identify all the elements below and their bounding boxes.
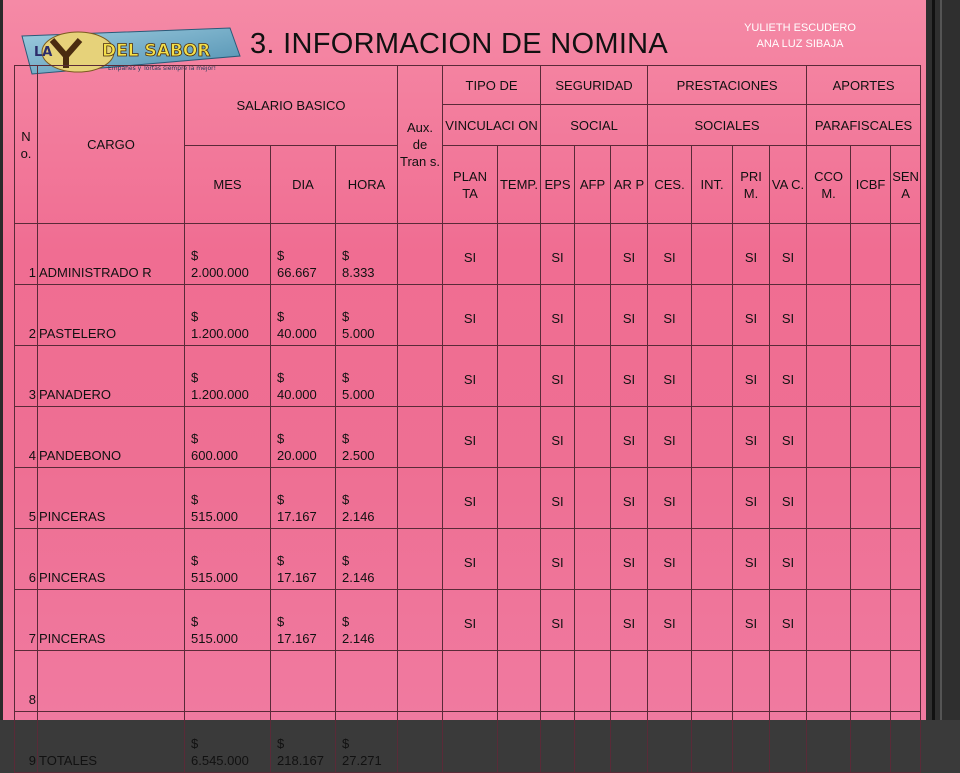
header-mes: MES <box>185 146 271 224</box>
row-arp: SI <box>611 590 648 651</box>
row-icbf <box>851 651 891 712</box>
header-eps: EPS <box>541 146 575 224</box>
row-ces: SI <box>648 529 692 590</box>
row-salary-hora <box>336 712 398 773</box>
currency-symbol: $ <box>277 309 285 324</box>
salary-value: 17.167 <box>277 570 317 585</box>
row-ccom <box>807 407 851 468</box>
header-no: N o. <box>15 66 38 224</box>
row-eps <box>541 651 575 712</box>
currency-symbol: $ <box>191 553 199 568</box>
row-vac: SI <box>770 285 807 346</box>
row-eps: SI <box>541 407 575 468</box>
row-ccom <box>807 285 851 346</box>
row-planta: SI <box>443 590 498 651</box>
row-ccom <box>807 224 851 285</box>
currency-symbol: $ <box>191 431 199 446</box>
header-prim: PRI M. <box>733 146 770 224</box>
row-prim: SI <box>733 285 770 346</box>
row-salary-mes <box>185 712 271 773</box>
row-vac: SI <box>770 529 807 590</box>
row-int <box>692 285 733 346</box>
row-prim <box>733 651 770 712</box>
row-ccom <box>807 590 851 651</box>
row-temp <box>498 712 541 773</box>
row-sena <box>891 651 921 712</box>
header-icbf: ICBF <box>851 146 891 224</box>
row-planta <box>443 651 498 712</box>
row-cargo: PINCERAS <box>38 590 185 651</box>
salary-value: 2.146 <box>342 509 375 524</box>
row-salary-mes <box>185 346 271 407</box>
row-salary-dia <box>271 285 336 346</box>
salary-value: 2.000.000 <box>191 265 249 280</box>
row-prim: SI <box>733 407 770 468</box>
payroll-table <box>14 65 921 773</box>
currency-symbol: $ <box>342 309 350 324</box>
row-prim <box>733 712 770 773</box>
row-int <box>692 407 733 468</box>
row-ccom <box>807 468 851 529</box>
salary-value: 1.200.000 <box>191 326 249 341</box>
salary-value: 515.000 <box>191 570 238 585</box>
row-temp <box>498 468 541 529</box>
row-planta: SI <box>443 468 498 529</box>
row-int <box>692 224 733 285</box>
row-cargo: ADMINISTRADO R <box>38 224 185 285</box>
row-temp <box>498 224 541 285</box>
header-prestaciones: PRESTACIONES <box>648 66 807 105</box>
row-ces: SI <box>648 590 692 651</box>
row-eps <box>541 712 575 773</box>
row-vac <box>770 651 807 712</box>
row-ces: SI <box>648 346 692 407</box>
row-arp: SI <box>611 407 648 468</box>
row-icbf <box>851 590 891 651</box>
svg-text:LA: LA <box>34 45 53 60</box>
header-arp: AR P <box>611 146 648 224</box>
header-afp: AFP <box>575 146 611 224</box>
row-int <box>692 529 733 590</box>
header-vinculacion: VINCULACI ON <box>443 105 541 146</box>
row-icbf <box>851 285 891 346</box>
row-number: 3 <box>15 346 38 407</box>
row-arp: SI <box>611 224 648 285</box>
row-salary-mes <box>185 468 271 529</box>
currency-symbol: $ <box>342 553 350 568</box>
row-salary-hora <box>336 407 398 468</box>
table-row <box>15 590 921 651</box>
header-seguridad: SEGURIDAD <box>541 66 648 105</box>
currency-symbol: $ <box>277 614 285 629</box>
header-temp: TEMP. <box>498 146 541 224</box>
row-cargo: PINCERAS <box>38 468 185 529</box>
row-vac <box>770 712 807 773</box>
row-ces: SI <box>648 468 692 529</box>
header-aux-trans: Aux. de Tran s. <box>398 66 443 224</box>
currency-symbol: $ <box>277 370 285 385</box>
row-afp <box>575 529 611 590</box>
row-eps: SI <box>541 224 575 285</box>
row-salary-mes <box>185 651 271 712</box>
table-row <box>15 468 921 529</box>
row-sena <box>891 285 921 346</box>
row-prim: SI <box>733 224 770 285</box>
row-salary-hora <box>336 529 398 590</box>
row-int <box>692 651 733 712</box>
author-name: YULIETH ESCUDERO <box>744 22 856 34</box>
table-row <box>15 346 921 407</box>
row-cargo: PANADERO <box>38 346 185 407</box>
currency-symbol: $ <box>342 248 350 263</box>
row-salary-mes <box>185 590 271 651</box>
row-eps: SI <box>541 346 575 407</box>
table-row <box>15 407 921 468</box>
currency-symbol: $ <box>277 248 285 263</box>
row-vac: SI <box>770 346 807 407</box>
header-hora: HORA <box>336 146 398 224</box>
currency-symbol: $ <box>191 370 199 385</box>
row-aux-trans <box>398 285 443 346</box>
salary-value: 600.000 <box>191 448 238 463</box>
salary-value: 2.146 <box>342 631 375 646</box>
row-number: 9 <box>15 712 38 773</box>
salary-value: 5.000 <box>342 326 375 341</box>
salary-value: 20.000 <box>277 448 317 463</box>
row-sena <box>891 712 921 773</box>
header-dia: DIA <box>271 146 336 224</box>
salary-value: 5.000 <box>342 387 375 402</box>
row-int <box>692 712 733 773</box>
row-ces: SI <box>648 285 692 346</box>
header-cargo: CARGO <box>38 66 185 224</box>
row-salary-dia <box>271 712 336 773</box>
row-aux-trans <box>398 468 443 529</box>
salary-value: 40.000 <box>277 326 317 341</box>
row-salary-hora <box>336 468 398 529</box>
table-row <box>15 651 921 712</box>
row-eps: SI <box>541 285 575 346</box>
row-sena <box>891 590 921 651</box>
row-arp: SI <box>611 468 648 529</box>
row-afp <box>575 224 611 285</box>
svg-text:DEL SABOR: DEL SABOR <box>102 41 211 61</box>
salary-value: 17.167 <box>277 509 317 524</box>
header-social: SOCIAL <box>541 105 648 146</box>
header-sena: SEN A <box>891 146 921 224</box>
row-cargo: PASTELERO <box>38 285 185 346</box>
slide-frame-left <box>0 0 3 720</box>
row-arp: SI <box>611 529 648 590</box>
row-arp: SI <box>611 346 648 407</box>
row-number: 1 <box>15 224 38 285</box>
row-icbf <box>851 224 891 285</box>
currency-symbol: $ <box>191 248 199 263</box>
header-row-1 <box>15 66 921 105</box>
row-vac: SI <box>770 407 807 468</box>
header-salario-basico: SALARIO BASICO <box>185 66 398 146</box>
row-salary-hora <box>336 590 398 651</box>
row-planta: SI <box>443 285 498 346</box>
row-aux-trans <box>398 407 443 468</box>
row-icbf <box>851 407 891 468</box>
currency-symbol: $ <box>342 736 350 751</box>
row-eps: SI <box>541 529 575 590</box>
row-salary-dia <box>271 346 336 407</box>
page-title: 3. INFORMACION DE NOMINA <box>250 28 669 60</box>
row-aux-trans <box>398 224 443 285</box>
header-int: INT. <box>692 146 733 224</box>
row-eps: SI <box>541 590 575 651</box>
currency-symbol: $ <box>191 492 199 507</box>
row-afp <box>575 468 611 529</box>
row-number: 2 <box>15 285 38 346</box>
row-afp <box>575 712 611 773</box>
row-afp <box>575 285 611 346</box>
currency-symbol: $ <box>191 736 199 751</box>
currency-symbol: $ <box>277 431 285 446</box>
header-parafiscales: PARAFISCALES <box>807 105 921 146</box>
row-arp <box>611 712 648 773</box>
row-ces: SI <box>648 407 692 468</box>
row-planta: SI <box>443 346 498 407</box>
header-planta: PLAN TA <box>443 146 498 224</box>
salary-value: 515.000 <box>191 509 238 524</box>
row-salary-dia <box>271 224 336 285</box>
row-cargo: TOTALES <box>38 712 185 773</box>
currency-symbol: $ <box>277 492 285 507</box>
row-afp <box>575 407 611 468</box>
row-planta: SI <box>443 224 498 285</box>
row-icbf <box>851 346 891 407</box>
header-tipo-de: TIPO DE <box>443 66 541 105</box>
row-cargo: PINCERAS <box>38 529 185 590</box>
currency-symbol: $ <box>342 370 350 385</box>
row-salary-mes <box>185 285 271 346</box>
row-sena <box>891 407 921 468</box>
row-ces <box>648 651 692 712</box>
row-salary-hora <box>336 224 398 285</box>
salary-value: 8.333 <box>342 265 375 280</box>
row-int <box>692 468 733 529</box>
row-salary-dia <box>271 590 336 651</box>
row-int <box>692 346 733 407</box>
table-row <box>15 529 921 590</box>
row-salary-dia <box>271 407 336 468</box>
header-ccom: CCO M. <box>807 146 851 224</box>
row-planta: SI <box>443 407 498 468</box>
row-salary-mes <box>185 407 271 468</box>
salary-value: 515.000 <box>191 631 238 646</box>
row-arp: SI <box>611 285 648 346</box>
row-number: 8 <box>15 651 38 712</box>
row-cargo <box>38 651 185 712</box>
row-planta: SI <box>443 529 498 590</box>
row-number: 5 <box>15 468 38 529</box>
row-planta <box>443 712 498 773</box>
row-ccom <box>807 712 851 773</box>
row-temp <box>498 285 541 346</box>
svg-text:Empanes y Tortas siempre la me: Empanes y Tortas siempre la mejor! <box>108 65 217 72</box>
salary-value: 218.167 <box>277 753 324 768</box>
salary-value: 40.000 <box>277 387 317 402</box>
row-prim: SI <box>733 346 770 407</box>
row-vac: SI <box>770 224 807 285</box>
row-aux-trans <box>398 529 443 590</box>
header-vac: VA C. <box>770 146 807 224</box>
row-salary-hora <box>336 285 398 346</box>
row-salary-dia <box>271 468 336 529</box>
row-afp <box>575 651 611 712</box>
salary-value: 17.167 <box>277 631 317 646</box>
currency-symbol: $ <box>277 736 285 751</box>
salary-value: 2.146 <box>342 570 375 585</box>
row-aux-trans <box>398 346 443 407</box>
currency-symbol: $ <box>342 614 350 629</box>
row-aux-trans <box>398 712 443 773</box>
row-vac: SI <box>770 590 807 651</box>
row-ccom <box>807 651 851 712</box>
currency-symbol: $ <box>342 492 350 507</box>
currency-symbol: $ <box>342 431 350 446</box>
salary-value: 66.667 <box>277 265 317 280</box>
author-name: ANA LUZ SIBAJA <box>756 38 844 50</box>
table-row <box>15 224 921 285</box>
row-ccom <box>807 346 851 407</box>
table-row <box>15 285 921 346</box>
salary-value: 27.271 <box>342 753 382 768</box>
row-afp <box>575 346 611 407</box>
currency-symbol: $ <box>191 309 199 324</box>
row-prim: SI <box>733 590 770 651</box>
currency-symbol: $ <box>277 553 285 568</box>
row-cargo: PANDEBONO <box>38 407 185 468</box>
row-salary-hora <box>336 346 398 407</box>
row-number: 6 <box>15 529 38 590</box>
row-salary-dia <box>271 529 336 590</box>
row-prim: SI <box>733 468 770 529</box>
row-salary-hora <box>336 651 398 712</box>
row-aux-trans <box>398 590 443 651</box>
row-icbf <box>851 712 891 773</box>
authors <box>730 20 870 52</box>
row-salary-mes <box>185 224 271 285</box>
row-temp <box>498 346 541 407</box>
row-salary-mes <box>185 529 271 590</box>
payroll-rows <box>15 224 921 773</box>
header-sociales: SOCIALES <box>648 105 807 146</box>
row-ces <box>648 712 692 773</box>
table-row <box>15 712 921 773</box>
row-int <box>692 590 733 651</box>
row-sena <box>891 529 921 590</box>
slide-frame-right <box>926 0 960 720</box>
row-prim: SI <box>733 529 770 590</box>
row-temp <box>498 407 541 468</box>
row-ccom <box>807 529 851 590</box>
row-icbf <box>851 529 891 590</box>
salary-value: 2.500 <box>342 448 375 463</box>
row-icbf <box>851 468 891 529</box>
row-temp <box>498 651 541 712</box>
row-temp <box>498 590 541 651</box>
row-number: 4 <box>15 407 38 468</box>
salary-value: 1.200.000 <box>191 387 249 402</box>
row-vac: SI <box>770 468 807 529</box>
row-eps: SI <box>541 468 575 529</box>
salary-value: 6.545.000 <box>191 753 249 768</box>
row-number: 7 <box>15 590 38 651</box>
row-ces: SI <box>648 224 692 285</box>
header-aportes: APORTES <box>807 66 921 105</box>
row-aux-trans <box>398 651 443 712</box>
header-ces: CES. <box>648 146 692 224</box>
row-salary-dia <box>271 651 336 712</box>
row-arp <box>611 651 648 712</box>
row-sena <box>891 224 921 285</box>
row-temp <box>498 529 541 590</box>
row-sena <box>891 346 921 407</box>
row-afp <box>575 590 611 651</box>
row-sena <box>891 468 921 529</box>
currency-symbol: $ <box>191 614 199 629</box>
